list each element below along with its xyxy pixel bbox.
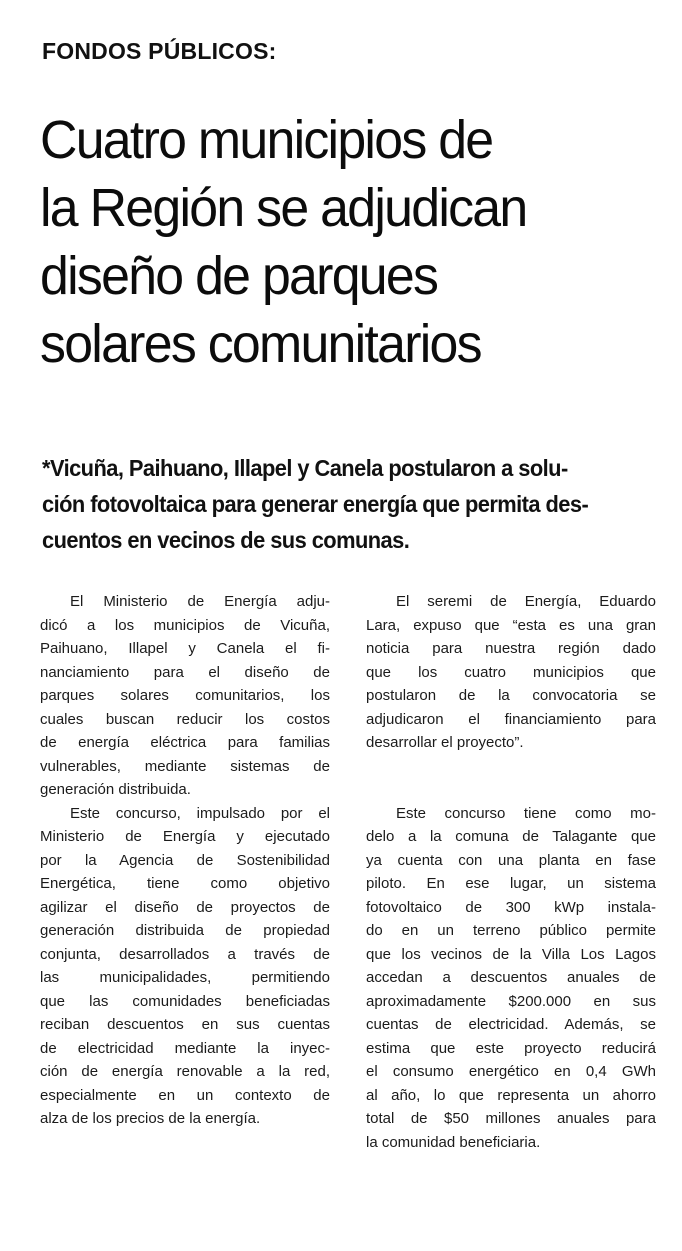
body-line: que los cuatro municipios que [366,663,656,681]
body-line: al año, lo que representa un ahorro [366,1086,656,1104]
subheadline-line: cuentos en vecinos de sus comunas. [42,527,410,553]
body-line: dicó a los municipios de Vicuña, [40,616,330,634]
body-line: Este concurso, impulsado por el [70,804,330,822]
body-line: cuentas de electricidad. Además, se [366,1016,656,1033]
headline-line: solares comunitarios [40,314,481,374]
body-line: do en un terreno público permite [366,922,656,939]
body-line: que las comunidades beneficiadas [40,992,330,1010]
paragraph-gap [366,755,656,802]
body-line: accedan a descuentos anuales de [366,969,656,986]
body-line: postularon de la convocatoria se [366,687,656,704]
body-line: Energética, tiene como objetivo [40,875,330,892]
body-line: vulnerables, mediante sistemas de [40,757,330,775]
body-line: de electricidad mediante la inyec- [40,1039,330,1057]
body-line: que los vecinos de la Villa Los Lagos [366,945,656,963]
body-line: por la Agencia de Sostenibilidad [40,851,330,869]
body-column-left [40,590,330,1131]
body-line: parques solares comunitarios, los [40,687,330,704]
subheadline-line: ción fotovoltaica para generar energía que permita des- [42,491,589,517]
body-line: desarrollar el proyecto”. [366,734,524,751]
body-line: estima que este proyecto reducirá [366,1039,656,1057]
headline-line: diseño de parques [40,246,438,306]
body-line: Paihuano, Illapel y Canela el fi- [40,640,330,657]
body-line: cuales buscan reducir los costos [40,710,330,728]
body-line: agilizar el diseño de proyectos de [40,898,330,916]
body-line: delo a la comuna de Talagante que [366,828,656,845]
body-line: adjudicaron el financiamiento para [366,710,656,728]
body-line: ya cuenta con una planta en fase [366,851,656,869]
body-line: alza de los precios de la energía. [40,1110,261,1127]
body-line: El Ministerio de Energía adju- [70,593,330,610]
body-column-right [366,590,656,1154]
body-line: ción de energía renovable a la red, [40,1063,330,1080]
headline-line: la Región se adjudican [40,178,527,238]
body-line: nanciamiento para el diseño de [40,663,330,681]
body-line: el consumo energético en 0,4 GWh [366,1063,656,1080]
body-line: conjunta, desarrollados a través de [40,945,330,963]
body-line: Lara, expuso que “esta es una gran [366,616,656,634]
headline [40,106,635,378]
body-line: piloto. En ese lugar, un sistema [366,875,656,892]
headline-line: Cuatro municipios de [40,110,493,170]
section-kicker: FONDOS PÚBLICOS: [42,38,277,64]
body-line: especialmente en un contexto de [40,1086,330,1104]
subheadline [42,450,619,558]
body-line: la comunidad beneficiaria. [366,1133,541,1151]
body-line: El seremi de Energía, Eduardo [396,593,656,610]
body-line: generación distribuida de propiedad [40,922,330,939]
body-line: reciban descuentos en sus cuentas [40,1016,330,1033]
body-line: Este concurso tiene como mo- [396,804,656,822]
body-line: de energía eléctrica para familias [40,734,330,751]
body-line: aproximadamente $200.000 en sus [366,992,656,1010]
body-line: las municipalidades, permitiendo [40,969,330,986]
body-line: fotovoltaico de 300 kWp instala- [366,898,656,916]
body-line: Ministerio de Energía y ejecutado [40,828,330,845]
subheadline-line: *Vicuña, Paihuano, Illapel y Canela postularon a solu- [42,455,568,481]
body-line: noticia para nuestra región dado [366,640,656,657]
body-line: generación distribuida. [40,781,191,798]
body-line: total de $50 millones anuales para [366,1110,656,1127]
